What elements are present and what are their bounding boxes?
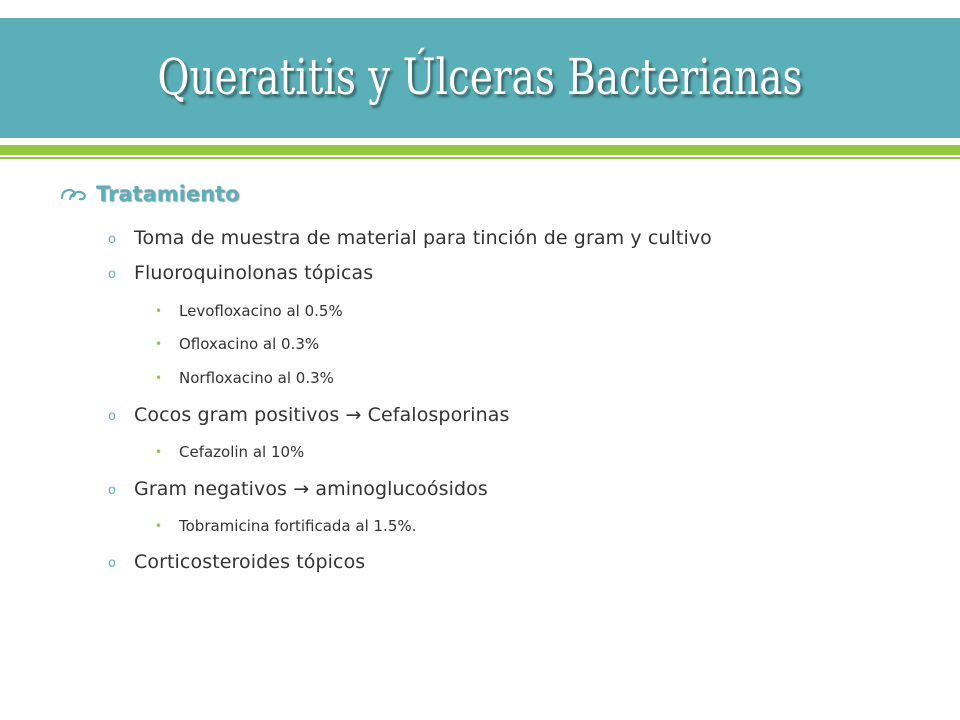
list-item [108, 259, 373, 287]
sub-list-item [155, 299, 343, 323]
list-item-text: Cocos gram positivos → Cefalosporinas [134, 404, 510, 426]
list-item-text: Corticosteroides tópicos [134, 551, 366, 573]
section-heading: Tratamiento [96, 182, 240, 206]
list-item-text: Toma de muestra de material para tinción de gram y cultivo [134, 227, 712, 249]
sub-list-item-text: Norfloxacino al 0.3% [179, 369, 334, 387]
circle-bullet-icon: o [108, 232, 116, 247]
sub-list-item [155, 366, 334, 390]
section-heading-row [58, 178, 240, 210]
dot-bullet-icon: • [155, 445, 163, 459]
scroll-bullet-icon [58, 184, 88, 204]
list-item [108, 401, 509, 429]
dot-bullet-icon: • [155, 371, 163, 385]
accent-bar-thick [0, 145, 960, 155]
circle-bullet-icon: o [108, 409, 116, 424]
sub-list-item-text: Levofloxacino al 0.5% [179, 302, 343, 320]
list-item-text: Fluoroquinolonas tópicas [134, 262, 374, 284]
circle-bullet-icon: o [108, 267, 116, 282]
list-item-text: Gram negativos → aminoglucoósidos [134, 478, 488, 500]
sub-list-item-text: Tobramicina fortificada al 1.5%. [179, 517, 417, 535]
dot-bullet-icon: • [155, 304, 163, 318]
sub-list-item [155, 332, 319, 356]
circle-bullet-icon: o [108, 556, 116, 571]
dot-bullet-icon: • [155, 337, 163, 351]
sub-list-item [155, 514, 416, 538]
dot-bullet-icon: • [155, 519, 163, 533]
list-item [108, 475, 488, 503]
title-band [0, 18, 960, 138]
list-item [108, 548, 365, 576]
circle-bullet-icon: o [108, 483, 116, 498]
sub-list-item [155, 440, 304, 464]
sub-list-item-text: Cefazolin al 10% [179, 443, 305, 461]
sub-list-item-text: Ofloxacino al 0.3% [179, 335, 320, 353]
list-item [108, 224, 712, 252]
accent-bar-thin [0, 157, 960, 159]
slide-title: Queratitis y Úlceras Bacterianas [157, 48, 803, 106]
